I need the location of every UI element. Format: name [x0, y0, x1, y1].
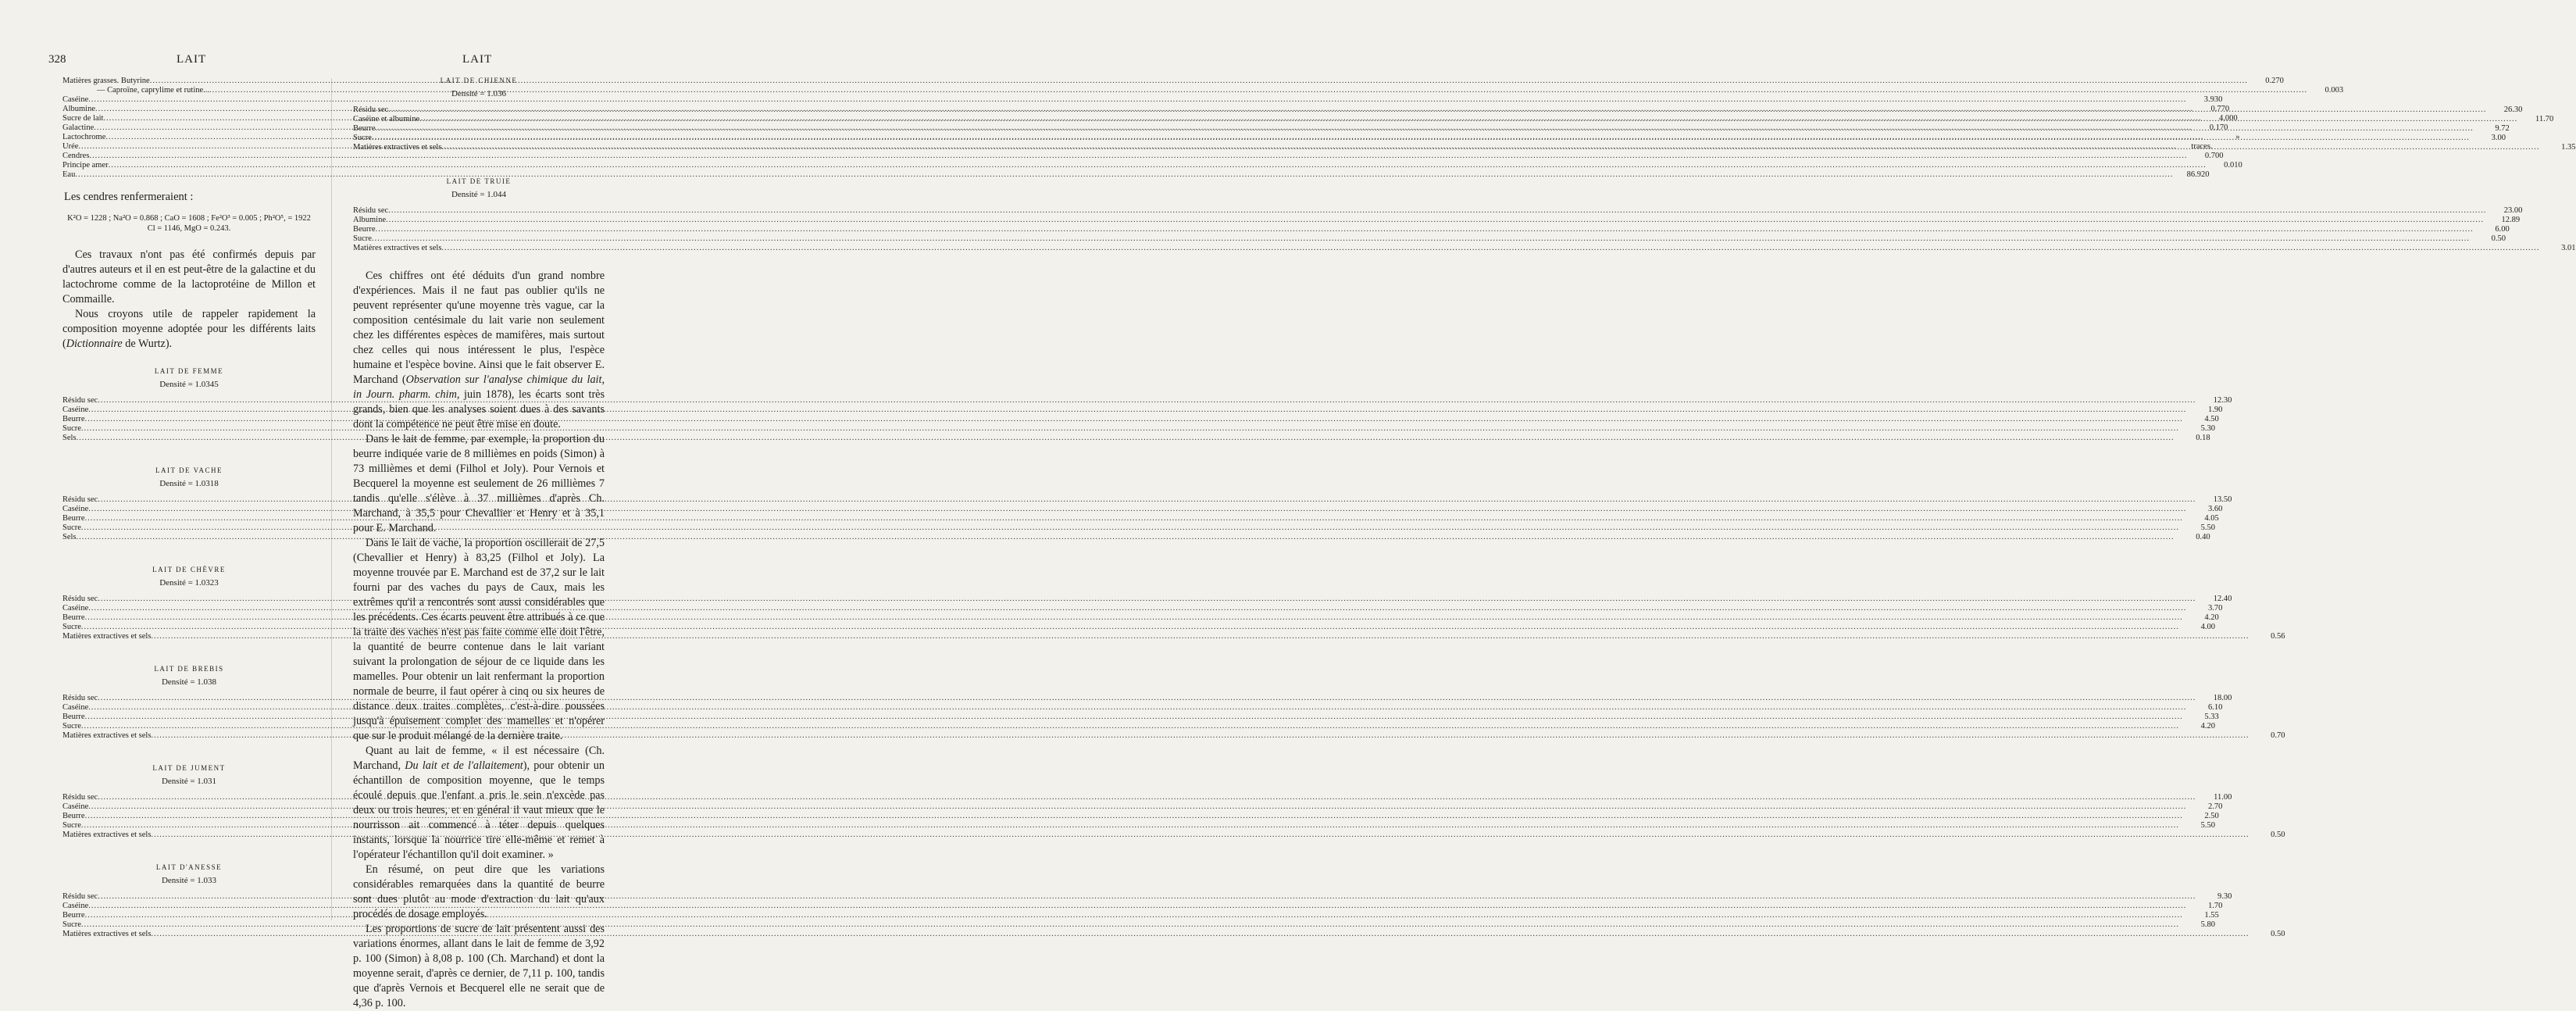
row-value: 6.00 [2495, 225, 2510, 234]
row-value: 1.55 [2204, 911, 2219, 920]
table-row [353, 225, 2510, 234]
table-row [62, 632, 2285, 641]
row-label: Lactochrome [62, 133, 106, 141]
row-value: 5.80 [2200, 920, 2216, 929]
row-value: 23.00 [2503, 206, 2523, 215]
table-row [62, 95, 2223, 105]
dot-leader [441, 244, 2539, 253]
row-label: Matières extractives et sels [62, 930, 152, 938]
row-label: Sucre [353, 234, 372, 243]
row-label: Sucre [62, 920, 81, 929]
row-label: Beurre [62, 514, 85, 523]
row-label: Eau [62, 170, 76, 179]
row-label: Résidu sec [62, 396, 98, 405]
paragraph-text-b: ), pour obtenir un échantillon de composition moyenne, que le temps écoulé depuis que l'enfant a pris le sein n'excède pas deux ou trois heures, et en général il vaut mieux que le nourrisson ait commencé à téter depuis quelques instants, lorsque la nourrice tire elle-même et remet à l'opérateur l'échantillon qu'il doit examiner. » [353, 759, 605, 861]
dot-leader [372, 234, 2470, 244]
row-label: Beurre [62, 911, 85, 920]
row-value: 5.33 [2204, 713, 2219, 721]
row-value: 12.89 [2501, 216, 2521, 224]
row-value: 26.30 [2503, 105, 2523, 114]
row-value: 0.770 [2210, 105, 2230, 113]
milk-density: Densité = 1.031 [161, 777, 217, 786]
row-value: 0.50 [2491, 234, 2506, 243]
marchand-reference: Observation sur l'analyse chimique du lait, in Journ. pharm. chim, [353, 373, 605, 401]
milk-title: LAIT D'ANESSE [155, 863, 223, 871]
table-row [62, 161, 2242, 170]
milk-density: Densité = 1.036 [451, 89, 507, 98]
row-value: 0.50 [2271, 831, 2285, 839]
dot-leader [372, 134, 2470, 143]
row-value: 0.170 [2209, 123, 2228, 132]
row-value: 4.00 [2200, 623, 2216, 631]
table-row [62, 514, 2219, 523]
row-label: Beurre [353, 124, 376, 133]
row-label: Caséine et albumine [353, 115, 420, 123]
row-value: 0.700 [2204, 152, 2224, 160]
row-label: Matières extractives et sels [62, 632, 152, 641]
row-value: traces. [2191, 142, 2213, 151]
dot-leader [388, 105, 2486, 115]
row-value: 0.70 [2271, 731, 2285, 740]
row-value: 12.40 [2213, 595, 2232, 603]
dot-leader [386, 216, 2484, 225]
row-value: 3.01 [2561, 244, 2576, 252]
row-value: 0.003 [2324, 86, 2344, 95]
row-value: 86.920 [2186, 170, 2210, 179]
row-label: Beurre [353, 225, 376, 234]
row-value: 3.00 [2491, 134, 2506, 142]
table-row [62, 152, 2224, 161]
row-label: Sels [62, 434, 77, 442]
row-value: 4.05 [2204, 514, 2219, 523]
dictionnaire-reference: Dictionnaire [66, 338, 123, 350]
row-label: Sucre [62, 424, 81, 433]
paragraph-text-b: juin 1878), les écarts sont très grands, bien que les analyses soient dues à des savants dont la compétence ne peut être mise en doute. [353, 388, 605, 430]
paragraph-text-a: Nous croyons utile de rappeler rapidement la composition moyenne adoptée pour les différents laits ( [62, 308, 316, 350]
row-value: 4.20 [2200, 722, 2216, 731]
row-label: Matières extractives et sels [62, 731, 152, 740]
milk-density: Densité = 1.0318 [159, 479, 219, 488]
row-label: Beurre [62, 812, 85, 820]
row-value: 5.50 [2200, 523, 2216, 532]
row-label: Matières extractives et sels [353, 244, 442, 252]
table-row [62, 434, 2210, 443]
row-label: Matières extractives et sels [62, 831, 152, 839]
milk-title: LAIT DE JUMENT [152, 764, 226, 772]
row-value: 4.20 [2204, 613, 2219, 622]
row-label: — Caproïne, caprylime et rutine... [97, 86, 210, 95]
paragraph-summary: En résumé, on peut dire que les variations considérables remarquées dans la quantité de beurre sont dues plutôt au mode d'extraction du lait qu'aux procédés de dosage employés. [353, 863, 605, 920]
running-head-right: LAIT [462, 53, 493, 66]
milk-density: Densité = 1.0323 [159, 578, 219, 588]
table-row [62, 405, 2223, 415]
dot-leader [388, 206, 2486, 216]
table-row [62, 892, 2232, 902]
milk-composition-table [353, 177, 2576, 253]
table-row [62, 802, 2223, 812]
table-row [62, 812, 2219, 821]
paragraph-cows-milk: Dans le lait de vache, la proportion oscillerait de 27,5 (Chevallier et Henry) à 83,25 (Filhol et Joly). La moyenne trouvée par E. Marchand est de 37,2 sur le lait fourni par des vaches du pays de Caux, mais les extrêmes qu'il a rencontrés sont aussi considérables que les précédents. Ces écarts peuvent être attribués à ce que la traite des vaches n'est pas faite comme elle doit l'être, la quantité de beurre contenue dans le lait variant suivant la prolongation de séjour de ce liquide dans les mamelles. Pour obtenir un lait renfermant la proportion normale de beurre, il faut opérer à cinq ou six heures de distance deux traites complètes, c'est-à-dire poussées jusqu'à épuisement complet des mamelles et n'opérer que sur le produit mélangé de la dernière traite. [353, 537, 605, 742]
row-label: Sucre [62, 523, 81, 532]
milk-composition-table [62, 665, 2285, 741]
table-row [62, 911, 2219, 920]
paragraph-quote-marchand [353, 744, 605, 863]
table-row [62, 920, 2216, 930]
row-label: Résidu sec [62, 595, 98, 603]
table-row [353, 234, 2506, 244]
table-row [353, 216, 2521, 225]
paragraph-figures [353, 269, 605, 432]
row-label: Caséine [62, 802, 89, 811]
row-value: 3.70 [2208, 604, 2223, 613]
row-label: Beurre [62, 713, 85, 721]
row-label: Résidu sec [353, 105, 389, 114]
ashes-formula-line-2: Cl = 1146, MgO = 0.243. [147, 224, 231, 233]
row-label: Sucre [62, 821, 81, 830]
row-label: Sels [62, 533, 77, 541]
row-label: Caséine [62, 604, 89, 613]
row-label: Albumine [62, 105, 95, 113]
row-value: 18.00 [2213, 694, 2232, 702]
row-value: 1.90 [2208, 405, 2223, 414]
row-label: Caséine [62, 405, 89, 414]
table-row [62, 505, 2223, 514]
row-value: 13.50 [2213, 495, 2232, 504]
row-label: Résidu sec [62, 892, 98, 901]
page-number: 328 [48, 53, 66, 66]
row-value: 11.00 [2214, 793, 2232, 802]
row-label: Résidu sec [62, 694, 98, 702]
table-row [62, 170, 2210, 180]
row-value: 0.50 [2271, 930, 2285, 938]
row-label: Caséine [62, 95, 89, 104]
dot-leader [419, 115, 2517, 124]
ashes-formula-line-1: K²O = 1228 ; Na²O = 0.868 ; CaO = 1608 ; Fe²O³ = 0.005 ; Ph²O⁵, = 1922 [67, 214, 311, 223]
table-row [62, 604, 2223, 613]
row-label: Caséine [62, 703, 89, 712]
row-label: Sucre [62, 623, 81, 631]
row-label: Galactine [62, 123, 95, 132]
row-label: Sucre [62, 722, 81, 731]
row-value: 9.30 [2217, 892, 2232, 901]
table-row [62, 821, 2216, 831]
paragraph-sugar: Les proportions de sucre de lait présentent aussi des variations énormes, allant dans le lait de femme de 3,92 p. 100 (Simon) à 8,08 p. 100 (Ch. Marchand) et dont la moyenne serait, d'après ce dernier, de 7,11 p. 100, tandis que d'après Vernois et Becquerel elle ne serait que de 4,36 p. 100. [353, 923, 605, 1009]
row-value: 1.35 [2561, 143, 2576, 152]
row-value: 5.50 [2200, 821, 2216, 830]
row-value: 12.30 [2213, 396, 2232, 405]
row-value: 4.000 [2218, 114, 2238, 123]
row-label: Beurre [62, 415, 85, 423]
row-value: 0.270 [2265, 77, 2284, 85]
row-label: Urée [62, 142, 79, 151]
ashes-heading: Les cendres renfermeraient : [64, 191, 194, 203]
paragraph-womans-milk: Dans le lait de femme, par exemple, la proportion du beurre indiquée varie de 8 millièmes en poids (Simon) à 73 millièmes et demi (Filhol et Joly). Pour Vernois et Becquerel la moyenne est seulement de 26 millièmes 7 tandis qu'elle s'élève à 37 millièmes d'après Ch. Marchand, à 35,5 pour Chevallier et Henry et à 35,1 pour E. Marchand. [353, 433, 605, 534]
row-label: Albumine [353, 216, 386, 224]
table-row [62, 623, 2216, 632]
dot-leader [441, 143, 2539, 152]
milk-density: Densité = 1.0345 [159, 380, 219, 389]
table-row [62, 495, 2232, 505]
row-value: 3.60 [2208, 505, 2223, 513]
row-value: 9.72 [2495, 124, 2510, 133]
row-value: 6.10 [2208, 703, 2223, 712]
table-row [62, 930, 2285, 939]
row-label: Résidu sec [62, 495, 98, 504]
row-label: Caséine [62, 902, 89, 910]
milk-density: Densité = 1.044 [451, 190, 507, 199]
row-label: Cendres [62, 152, 90, 160]
row-label: Sucre [353, 134, 372, 142]
paragraph-text-a: Quant au lait de femme, « il est nécessaire (Ch. Marchand, [353, 745, 605, 772]
paragraph-unconfirmed-work: Ces travaux n'ont pas été confirmés depuis par d'autres auteurs et il en est peut-être de la galactine et du lactochrome comme de la lactoprotéine de Millon et Commaille. [62, 248, 316, 305]
row-label: Matières extractives et sels [353, 143, 442, 152]
table-row [62, 902, 2223, 911]
paragraph-text-a: Ces chiffres ont été déduits d'un grand nombre d'expériences. Mais il ne faut pas oublier qu'ils ne peuvent représenter qu'une moyenne très vague, car la composition centésimale du lait varie non seulement chez les différentes espèces de mamifères, mais surtout chez celles qui nous intéressent le plus, l'espèce humaine et l'espèce bovine. Ainsi que le fait observer E. Marchand ( [353, 270, 605, 386]
milk-density: Densité = 1.038 [161, 677, 217, 687]
row-value: 0.56 [2271, 632, 2285, 641]
table-row [353, 206, 2523, 216]
row-value: 2.70 [2208, 802, 2223, 811]
table-row [62, 415, 2219, 424]
milk-title: LAIT DE CHIENNE [440, 77, 518, 84]
milk-title: LAIT DE TRUIE [446, 177, 512, 185]
row-value: » [2235, 133, 2240, 141]
table-row [62, 703, 2223, 713]
row-label: Beurre [62, 613, 85, 622]
paragraph-average-composition [62, 307, 316, 352]
row-value: 0.40 [2196, 533, 2210, 541]
milk-title: LAIT DE FEMME [154, 367, 224, 375]
milk-composition-table [62, 566, 2285, 641]
row-value: 11.70 [2535, 115, 2554, 123]
milk-title: LAIT DE CHÈVRE [152, 566, 226, 573]
table-row [62, 722, 2216, 731]
row-value: 0.18 [2196, 434, 2210, 442]
milk-title: LAIT DE BREBIS [154, 665, 224, 673]
table-row [353, 244, 2576, 253]
table-row [62, 793, 2232, 802]
table-row [62, 523, 2216, 533]
row-label: Caséine [62, 505, 89, 513]
row-label: Résidu sec [353, 206, 389, 215]
row-label: Sucre de lait [62, 114, 104, 123]
table-row [62, 713, 2219, 722]
row-value: 1.70 [2208, 902, 2223, 910]
milk-title: LAIT DE VACHE [155, 466, 223, 474]
table-row [62, 831, 2285, 840]
row-value: 4.50 [2204, 415, 2219, 423]
row-label: Principe amer [62, 161, 109, 170]
table-row [62, 396, 2232, 405]
table-row [62, 595, 2232, 604]
dot-leader [376, 225, 2474, 234]
table-row [353, 134, 2506, 143]
row-value: 2.50 [2204, 812, 2219, 820]
table-row [62, 613, 2219, 623]
dot-leader [376, 124, 2474, 134]
row-label: Résidu sec [62, 793, 98, 802]
row-value: 0.010 [2224, 161, 2242, 170]
table-row [62, 424, 2216, 434]
row-label: Matières grasses. Butyrine [62, 77, 150, 85]
row-value: 5.30 [2200, 424, 2216, 433]
table-row [62, 731, 2285, 741]
allaitement-reference: Du lait et de l'allaitement [405, 759, 523, 772]
milk-density: Densité = 1.033 [161, 876, 217, 885]
table-row [62, 694, 2232, 703]
paragraph-text-b: de Wurtz). [122, 338, 173, 350]
running-head-left: LAIT [177, 53, 207, 66]
table-row [62, 533, 2210, 542]
row-value: 3.930 [2203, 95, 2223, 104]
